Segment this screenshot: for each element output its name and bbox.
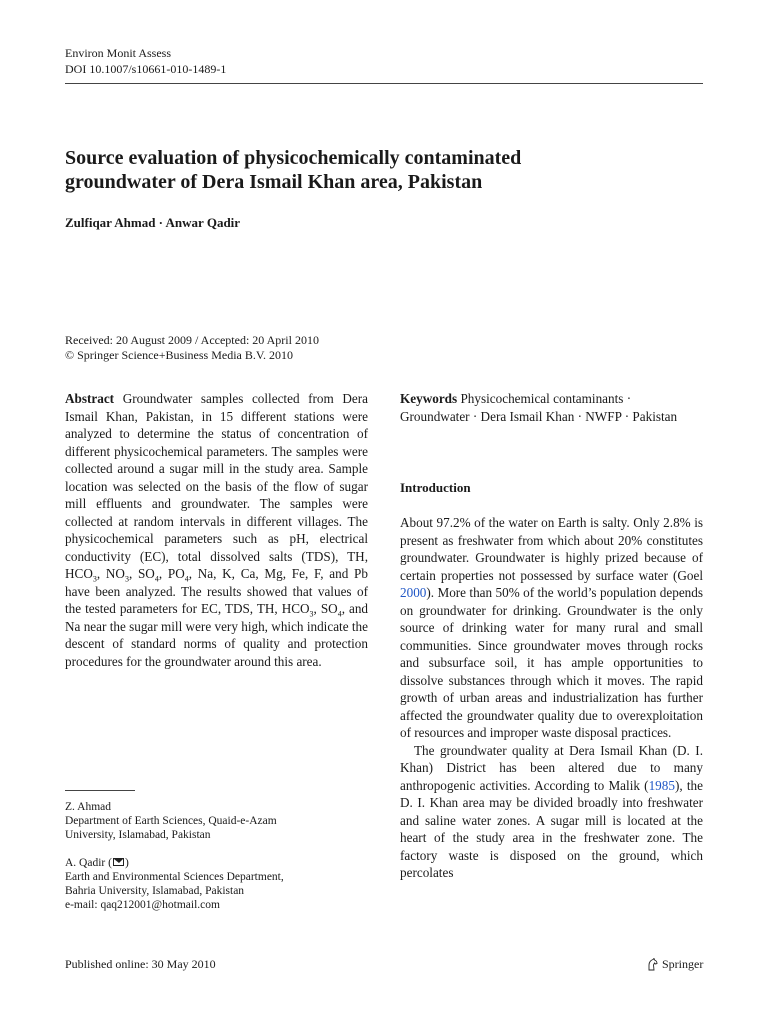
published-online: Published online: 30 May 2010	[65, 957, 216, 971]
article-title	[65, 146, 705, 194]
author-email[interactable]: e-mail: qaq212001@hotmail.com	[65, 899, 220, 911]
citation-goel-2000[interactable]: 2000	[400, 585, 427, 600]
introduction-heading: Introduction	[400, 480, 471, 495]
affiliation-line: Department of Earth Sciences, Quaid-e-Azam	[65, 815, 277, 827]
keywords-text: Physicochemical contaminants · Groundwater · Dera Ismail Khan · NWFP · Pakistan	[400, 391, 678, 424]
title-line-2: groundwater of Dera Ismail Khan area, Pakistan	[65, 171, 483, 193]
article-dates	[65, 333, 319, 363]
publisher-name: Springer	[662, 957, 704, 971]
affiliation-ahmad	[65, 800, 365, 842]
affiliation-qadir	[65, 856, 365, 912]
copyright: © Springer Science+Business Media B.V. 2010	[65, 348, 293, 362]
title-line-1: Source evaluation of physicochemically contaminated	[65, 147, 522, 169]
springer-horse-icon	[647, 958, 658, 971]
citation-malik-1985[interactable]: 1985	[648, 777, 675, 793]
intro-paragraph-2: The groundwater quality at Dera Ismail Khan (D. I. Khan) District has been altered due to many anthropogenic activities. According to Malik (1985), the D. I. Khan area may be divided broadly into freshwater and saline water zones. A sugar mill is located at the heart of the study area in the freshwater zone. The factory waste is disposed on the ground, which percolates	[400, 742, 703, 880]
author-list: Zulfiqar Ahmad · Anwar Qadir	[65, 215, 241, 230]
introduction-body	[400, 514, 703, 882]
author-name: A. Qadir ( )	[65, 857, 129, 869]
affiliation-line: Bahria University, Islamabad, Pakistan	[65, 885, 245, 897]
abstract	[65, 390, 368, 670]
journal-name: Environ Monit Assess	[65, 46, 172, 60]
running-head	[65, 45, 226, 77]
publisher-logo	[647, 956, 703, 972]
envelope-icon	[113, 858, 124, 866]
received-accepted: Received: 20 August 2009 / Accepted: 20 April 2010	[65, 333, 319, 347]
keywords-label: Keywords	[400, 391, 458, 406]
affiliation-rule	[65, 790, 135, 791]
abstract-text: Groundwater samples collected from Dera Ismail Khan, Pakistan, in 15 different stations were analyzed to determine the status of concentration of different physicochemical parameters. The samples were collected around a sugar mill in the study area. Sample location was selected on the basis of the flow of sugar mill effluents and groundwater. The samples were collected at random intervals in different villages. The physicochemical parameters such as pH, electrical conductivity (EC), total dissolved salts (TDS), TH, $HCO_3$, $NO_3$, $SO_4$, $PO_4$, Na, K, Ca, Mg, Fe, F, and Pb have been analyzed. The results showed that values of the tested parameters for EC, TDS, TH, $HCO_3$, $SO_4$, and Na near the sugar mill were very high, which indicate the descent of standard norms of quality and protection procedures for the groundwater around this area.	[65, 391, 369, 669]
keywords	[400, 390, 703, 425]
affiliation-line: Earth and Environmental Sciences Department,	[65, 871, 284, 883]
intro-paragraph-1: About 97.2% of the water on Earth is salty. Only 2.8% is present as freshwater from which about 20% constitutes groundwater. Groundwater is highly prized because of certain properties not possessed by surface water (Goel 2000). More than 50% of the world’s population depends on groundwater for drinking. Groundwater is the only source of drinking water for many rural and small communities. Since groundwater moves through rocks and subsurface soil, it has ample opportunities to dissolve substances through which it moves. The rapid growth of urban areas and industrialization has further affected the groundwater quality due to overexploitation of resources and improper waste disposal practices.	[400, 515, 703, 740]
doi: DOI 10.1007/s10661-010-1489-1	[65, 62, 227, 76]
affiliation-line: University, Islamabad, Pakistan	[65, 829, 211, 841]
abstract-label: Abstract	[65, 391, 115, 406]
header-rule	[65, 83, 703, 84]
author-name: Z. Ahmad	[65, 801, 111, 813]
